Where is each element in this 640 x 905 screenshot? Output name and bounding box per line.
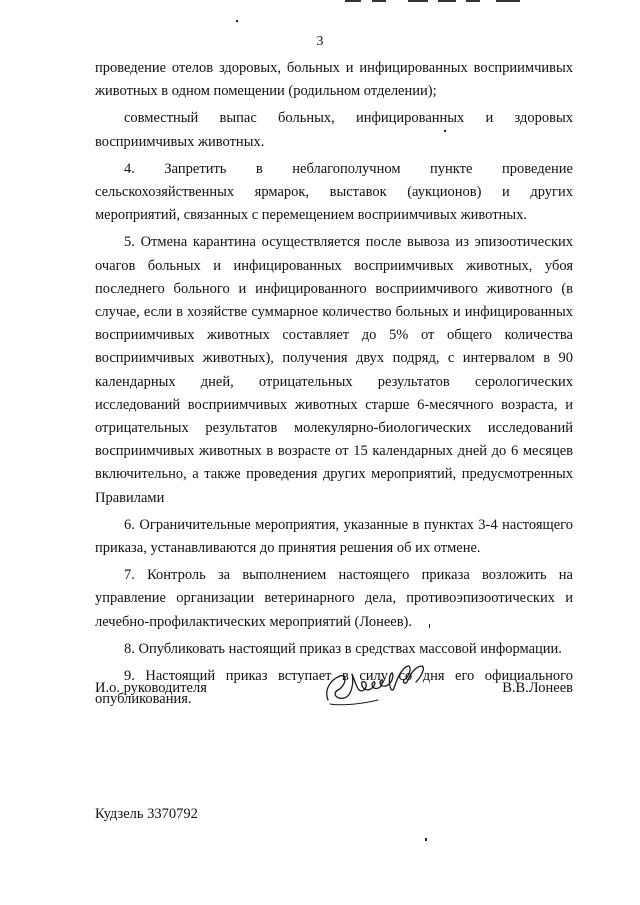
paragraph-5: 5. Отмена карантина осуществляется после вывоза из эпизоотических очагов больных и инфицированных восприимчивых животных, убоя последнего больного и инфицированного восприимчивого животного (в случае, если в хозяйстве суммарное количество больных и инфицированных восприимчивых животных составляет до 5% от общего количества восприимчивых животных), получения двух подряд, с интервалом в 90 календарных дней, отрицательных результатов серологических исследований восприимчивых животных старше 6-месячного возраста, и отрицательных результатов молекулярно-биологических исследований восприимчивых животных в возрасте от 15 календарных дней до 6 месяцев включительно, а также проведения других мероприятий, предусмотренных Правилами: [95, 234, 573, 506]
paragraph-7: 7. Контроль за выполнением настоящего приказа возложить на управление организации ветеринарного дела, противоэпизоотических и лечебно-профилактических мероприятий (Лонеев).: [95, 567, 573, 630]
scan-mark-top: [438, 0, 456, 2]
page-number: 3: [316, 34, 324, 49]
paragraph-9: 9. Настоящий приказ вступает в силу со дня его официального опубликования.: [95, 668, 573, 708]
scan-mark-top: [496, 0, 520, 2]
paragraph-4: 4. Запретить в неблагополучном пункте проведение сельскохозяйственных ярмарок, выставок (аукционов) и других мероприятий, связанных с перемещением восприимчивых животных.: [95, 160, 573, 224]
document-body: [95, 57, 573, 711]
paragraph-item-calving: проведение отелов здоровых, больных и инфицированных восприимчивых животных в одном помещении (родильном отделении);: [95, 60, 573, 100]
paragraph-6: 6. Ограничительные мероприятия, указанные в пунктах 3-4 настоящего приказа, устанавливаются до принятия решения об их отмене.: [95, 516, 573, 557]
signer-name: В.В.Лонеев: [502, 680, 573, 696]
scan-speck: [425, 838, 427, 841]
handwritten-signature: [322, 660, 432, 710]
scan-mark-top: [345, 0, 361, 2]
paragraph-8: 8. Опубликовать настоящий приказ в средствах массовой информации.: [124, 640, 562, 657]
scan-mark-top: [372, 0, 386, 2]
executor-note: Кудзель 3370792: [95, 806, 198, 822]
scan-mark-top: [466, 0, 480, 2]
scan-speck: [236, 20, 238, 22]
scan-mark-top: [408, 0, 428, 2]
signer-position: И.о. руководителя: [95, 680, 207, 696]
paragraph-item-grazing: совместный выпас больных, инфицированных и здоровых восприимчивых животных.: [95, 110, 573, 150]
